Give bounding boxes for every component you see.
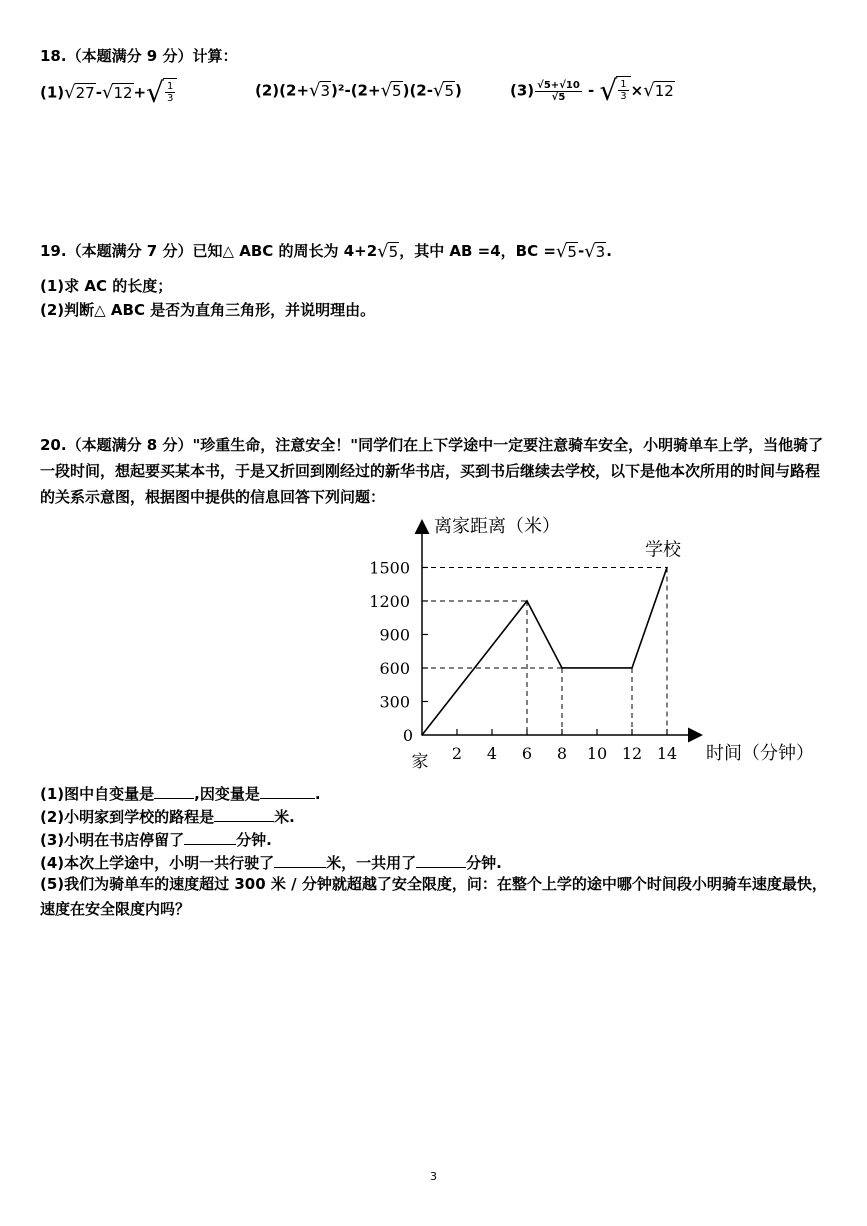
- sqrt-12: √ 12: [101, 82, 133, 103]
- data-point: [526, 600, 528, 602]
- origin-home-label: 家: [411, 752, 429, 772]
- y-tick-label-1200: 1200: [369, 591, 410, 611]
- sqrt-3-bc: √ 3: [584, 240, 606, 262]
- answer-blank-3[interactable]: [184, 830, 236, 845]
- sqrt-5-a: √ 5: [380, 80, 402, 101]
- sqrt-5-bc: √ 5: [555, 240, 577, 262]
- page-number: 3: [430, 1170, 437, 1183]
- q20-intro: 20.（本题满分 8 分）"珍重生命，注意安全！"同学们在上下学途中一定要注意骑车安全，小明骑单车上学，当他骑了一段时间，想起要买某本书，于是又折回到刚经过的新华书店，买到书后继续去学校，以下是他本次所用的时间与路程的关系示意图，根据图中提供的信息回答下列问题：: [40, 436, 824, 506]
- x-tick-label-8: 8: [556, 744, 568, 763]
- q18-part1: (1) √ 27 - √ 12 + √ $\frac{1}{3}$: [40, 78, 177, 108]
- y-tick-label-1500: 1500: [369, 558, 410, 578]
- data-point: [666, 567, 668, 569]
- q18-p1-label: (1): [40, 83, 65, 102]
- q19-sub1: (1)求 AC 的长度；: [40, 277, 173, 295]
- q20-sub4: (4)本次上学途中，小明一共行驶了 米，一共用了 分钟.: [40, 854, 502, 872]
- y-axis-title: 离家距离（米）: [434, 516, 560, 537]
- q18-part2: (2)(2+ √ 3 )²-(2+ √ 5 )(2- √ 5 ): [255, 80, 462, 101]
- q20-sub1: (1)图中自变量是 ,因变量是 .: [40, 785, 321, 803]
- answer-blank-2[interactable]: [214, 807, 274, 822]
- x-axis-title: 时间（分钟）: [706, 743, 814, 764]
- data-point: [421, 734, 423, 736]
- sqrt-3: √ 3: [309, 80, 331, 101]
- distance-series-line: [422, 567, 667, 735]
- data-point: [631, 667, 633, 669]
- y-tick-label-600: 600: [379, 658, 410, 678]
- x-tick-label-10: 10: [586, 744, 608, 763]
- y-tick-label-900: 900: [379, 625, 410, 645]
- sqrt-one-third: √ $\frac{1}{3}$: [146, 78, 177, 108]
- answer-blank-1b[interactable]: [260, 784, 315, 799]
- q18-part3: (3) $\frac{√5+√10}{√5}$ - √ $\frac{1}{3}$ × √ 12: [510, 74, 674, 107]
- annotation-school: 学校: [645, 539, 681, 561]
- answer-blank-1a[interactable]: [154, 784, 194, 799]
- q20-sub3: (3)小明在书店停留了 分钟.: [40, 831, 272, 849]
- q18-heading-text: 18.（本题满分 9 分）计算：: [40, 47, 238, 65]
- q19-heading: 19.（本题满分 7 分）已知△ ABC 的周长为 4+2 √ 5 ，其中 AB =4，BC = √ 5 - √ 3 .: [40, 240, 612, 262]
- q20-sub5: (5)我们为骑单车的速度超过 300 米 / 分钟就超越了安全限度，问：在整个上学的途中哪个时间段小明骑车速度最快，速度在安全限度内吗？: [40, 875, 827, 918]
- answer-blank-4b[interactable]: [416, 853, 466, 868]
- x-tick-label-2: 2: [451, 744, 463, 763]
- x-tick-label-6: 6: [521, 744, 533, 763]
- q19-sub2: (2)判断△ ABC 是否为直角三角形，并说明理由。: [40, 301, 376, 319]
- sqrt-5-b: √ 5: [432, 80, 454, 101]
- x-tick-label-12: 12: [621, 744, 643, 763]
- answer-blank-4a[interactable]: [274, 853, 326, 868]
- sqrt-5-perim: √ 5: [377, 240, 399, 262]
- sqrt-one-third-b: √ $\frac{1}{3}$: [599, 76, 630, 106]
- q18-p3-fraction: $\frac{√5+√10}{√5}$: [537, 79, 580, 103]
- sqrt-12-b: √ 12: [643, 80, 674, 101]
- sqrt-27: √ 27: [64, 82, 95, 103]
- q20-sub2: (2)小明家到学校的路程是 米.: [40, 808, 295, 826]
- x-tick-label-4: 4: [486, 744, 498, 763]
- y-tick-label-300: 300: [379, 692, 410, 712]
- origin-label: 0: [402, 726, 414, 745]
- data-point: [561, 667, 563, 669]
- x-tick-label-14: 14: [656, 744, 678, 763]
